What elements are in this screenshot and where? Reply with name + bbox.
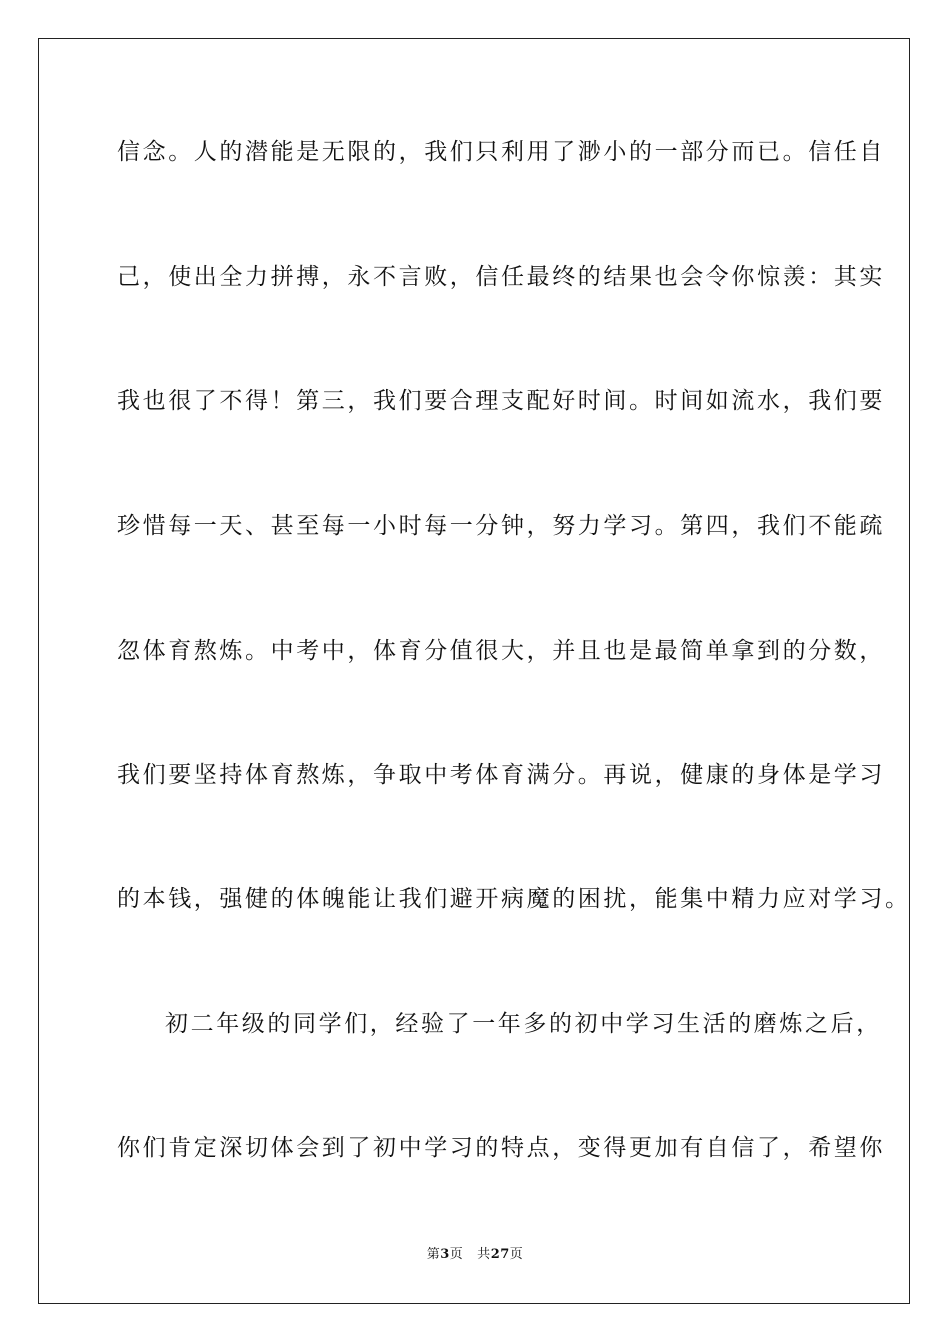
text-line: 我们要坚持体育熬炼，争取中考体育满分。再说，健康的身体是学习: [117, 762, 885, 788]
text-line: 忽体育熬炼。中考中，体育分值很大，并且也是最简单拿到的分数，: [117, 638, 885, 664]
text-line: 你们肯定深切体会到了初中学习的特点，变得更加有自信了，希望你: [117, 1135, 885, 1161]
text-line: 珍惜每一天、甚至每一小时每一分钟，努力学习。第四，我们不能疏: [117, 513, 885, 539]
page-border: [38, 38, 910, 1304]
text-line: 我也很了不得！第三，我们要合理支配好时间。时间如流水，我们要: [117, 388, 885, 414]
paragraph-first-line: 初二年级的同学们，经验了一年多的初中学习生活的磨炼之后，: [165, 1011, 882, 1037]
total-prefix: 共: [477, 1247, 491, 1262]
total-suffix: 页: [509, 1247, 524, 1262]
text-line: 的本钱，强健的体魄能让我们避开病魔的困扰，能集中精力应对学习。: [117, 886, 911, 912]
page-footer: [0, 1246, 950, 1264]
page-number: 3: [440, 1247, 450, 1262]
text-line: 己，使出全力拼搏，永不言败，信任最终的结果也会令你惊羡：其实: [117, 264, 885, 290]
total-pages: 27: [490, 1247, 510, 1262]
text-line: 信念。人的潜能是无限的，我们只利用了渺小的一部分而已。信任自: [117, 139, 885, 165]
page-suffix: 页: [449, 1247, 464, 1262]
page-prefix: 第: [426, 1247, 441, 1262]
